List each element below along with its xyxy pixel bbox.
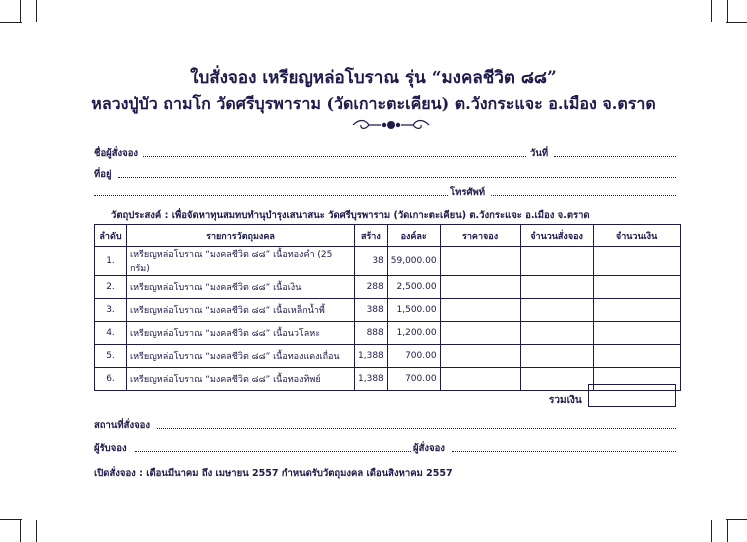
row-qty: 1,388 bbox=[355, 345, 388, 368]
header-order-count: จำนวนสั่งจอง bbox=[520, 225, 593, 247]
crop-mark-icon bbox=[0, 519, 22, 520]
address-field-line2[interactable] bbox=[94, 195, 448, 196]
row-order-count-cell[interactable] bbox=[520, 322, 593, 345]
row-order-count-cell[interactable] bbox=[520, 247, 593, 276]
crop-mark-icon bbox=[711, 0, 712, 22]
row-no: 3. bbox=[95, 299, 127, 322]
row-price: 2,500.00 bbox=[387, 276, 440, 299]
row-amount-cell[interactable] bbox=[593, 322, 680, 345]
address-field-line1[interactable] bbox=[118, 177, 676, 178]
header-price: องค์ละ bbox=[387, 225, 440, 247]
row-item: เหรียญหล่อโบราณ “มงคลชีวิต ๘๘” เนื้อนวโลหะ bbox=[127, 322, 355, 345]
row-amount-cell[interactable] bbox=[593, 276, 680, 299]
row-no: 6. bbox=[95, 368, 127, 391]
table-header-row bbox=[95, 225, 681, 247]
header-qty: สร้าง bbox=[355, 225, 388, 247]
row-no: 2. bbox=[95, 276, 127, 299]
purpose-text: วัตถุประสงค์ : เพื่อจัดหาทุนสมทบทำนุบำรุงเสนาสนะ วัดศรีบุรพาราม (วัดเกาะตะเคียน) ต.วังกระแจะ อ.เมือง จ.ตราด bbox=[111, 210, 590, 221]
row-qty: 288 bbox=[355, 276, 388, 299]
header-order-price: ราคาจอง bbox=[440, 225, 520, 247]
crop-mark-icon bbox=[0, 22, 22, 23]
orderer-field[interactable] bbox=[452, 451, 676, 452]
row-amount-cell[interactable] bbox=[593, 299, 680, 322]
row-item: เหรียญหล่อโบราณ “มงคลชีวิต ๘๘” เนื้อทองแดงเถื่อน bbox=[127, 345, 355, 368]
header-item: รายการวัตถุมงคล bbox=[127, 225, 355, 247]
row-price: 700.00 bbox=[387, 345, 440, 368]
form-subtitle: หลวงปู่บัว ถามโก วัดศรีบุรพาราม (วัดเกาะตะเคียน) ต.วังกระแจะ อ.เมือง จ.ตราด bbox=[91, 94, 656, 113]
order-period-note: เปิดสั่งจอง : เดือนมีนาคม ถึง เมษายน 2557 กำหนดรับวัตถุมงคล เดือนสิงหาคม 2557 bbox=[94, 468, 453, 479]
row-price: 1,500.00 bbox=[387, 299, 440, 322]
phone-field[interactable] bbox=[491, 195, 676, 196]
total-amount-field[interactable] bbox=[588, 384, 676, 407]
row-order-price-cell[interactable] bbox=[440, 247, 520, 276]
row-order-price-cell[interactable] bbox=[440, 368, 520, 391]
table-row bbox=[95, 345, 681, 368]
location-field[interactable] bbox=[157, 428, 676, 429]
receiver-label: ผู้รับจอง bbox=[94, 443, 127, 454]
crop-mark-icon bbox=[727, 0, 728, 22]
date-label: วันที่ bbox=[530, 148, 549, 159]
row-price: 1,200.00 bbox=[387, 322, 440, 345]
row-qty: 38 bbox=[355, 247, 388, 276]
crop-mark-icon bbox=[727, 520, 728, 542]
table-row bbox=[95, 276, 681, 299]
crop-mark-icon bbox=[20, 520, 21, 542]
row-item: เหรียญหล่อโบราณ “มงคลชีวิต ๘๘” เนื้อทองคำ (25 กรัม) bbox=[127, 247, 355, 276]
row-price: 700.00 bbox=[387, 368, 440, 391]
row-price: 59,000.00 bbox=[387, 247, 440, 276]
location-label: สถานที่สั่งจอง bbox=[94, 420, 150, 431]
row-item: เหรียญหล่อโบราณ “มงคลชีวิต ๘๘” เนื้อเหล็กน้ำพี้ bbox=[127, 299, 355, 322]
crop-mark-icon bbox=[20, 0, 21, 22]
row-order-price-cell[interactable] bbox=[440, 322, 520, 345]
total-label: รวมเงิน bbox=[549, 395, 582, 406]
row-order-price-cell[interactable] bbox=[440, 276, 520, 299]
row-no: 1. bbox=[95, 247, 127, 276]
receiver-field[interactable] bbox=[135, 451, 411, 452]
order-table bbox=[94, 224, 681, 391]
row-no: 5. bbox=[95, 345, 127, 368]
crop-mark-icon bbox=[711, 520, 712, 542]
row-order-price-cell[interactable] bbox=[440, 345, 520, 368]
row-qty: 1,388 bbox=[355, 368, 388, 391]
date-field[interactable] bbox=[554, 156, 676, 157]
crop-mark-icon bbox=[36, 520, 37, 542]
ornament-divider-icon bbox=[351, 117, 431, 133]
crop-mark-icon bbox=[726, 22, 747, 23]
crop-mark-icon bbox=[36, 0, 37, 22]
row-qty: 888 bbox=[355, 322, 388, 345]
form-title: ใบสั่งจอง เหรียญหล่อโบราณ รุ่น “มงคลชีวิต ๘๘” bbox=[190, 68, 557, 88]
table-row bbox=[95, 322, 681, 345]
row-amount-cell[interactable] bbox=[593, 345, 680, 368]
address-label: ที่อยู่ bbox=[94, 169, 112, 180]
row-order-price-cell[interactable] bbox=[440, 299, 520, 322]
name-field[interactable] bbox=[143, 156, 526, 157]
row-order-count-cell[interactable] bbox=[520, 368, 593, 391]
crop-mark-icon bbox=[726, 519, 747, 520]
row-order-count-cell[interactable] bbox=[520, 276, 593, 299]
table-row bbox=[95, 299, 681, 322]
row-qty: 388 bbox=[355, 299, 388, 322]
orderer-label: ผู้สั่งจอง bbox=[413, 443, 445, 454]
table-row bbox=[95, 247, 681, 276]
phone-label: โทรศัพท์ bbox=[450, 187, 486, 198]
row-item: เหรียญหล่อโบราณ “มงคลชีวิต ๘๘” เนื้อทองทิพย์ bbox=[127, 368, 355, 391]
row-order-count-cell[interactable] bbox=[520, 345, 593, 368]
header-no: ลำดับ bbox=[95, 225, 127, 247]
row-amount-cell[interactable] bbox=[593, 247, 680, 276]
row-item: เหรียญหล่อโบราณ “มงคลชีวิต ๘๘” เนื้อเงิน bbox=[127, 276, 355, 299]
row-order-count-cell[interactable] bbox=[520, 299, 593, 322]
name-label: ชื่อผู้สั่งจอง bbox=[94, 148, 139, 159]
row-no: 4. bbox=[95, 322, 127, 345]
header-amount: จำนวนเงิน bbox=[593, 225, 680, 247]
